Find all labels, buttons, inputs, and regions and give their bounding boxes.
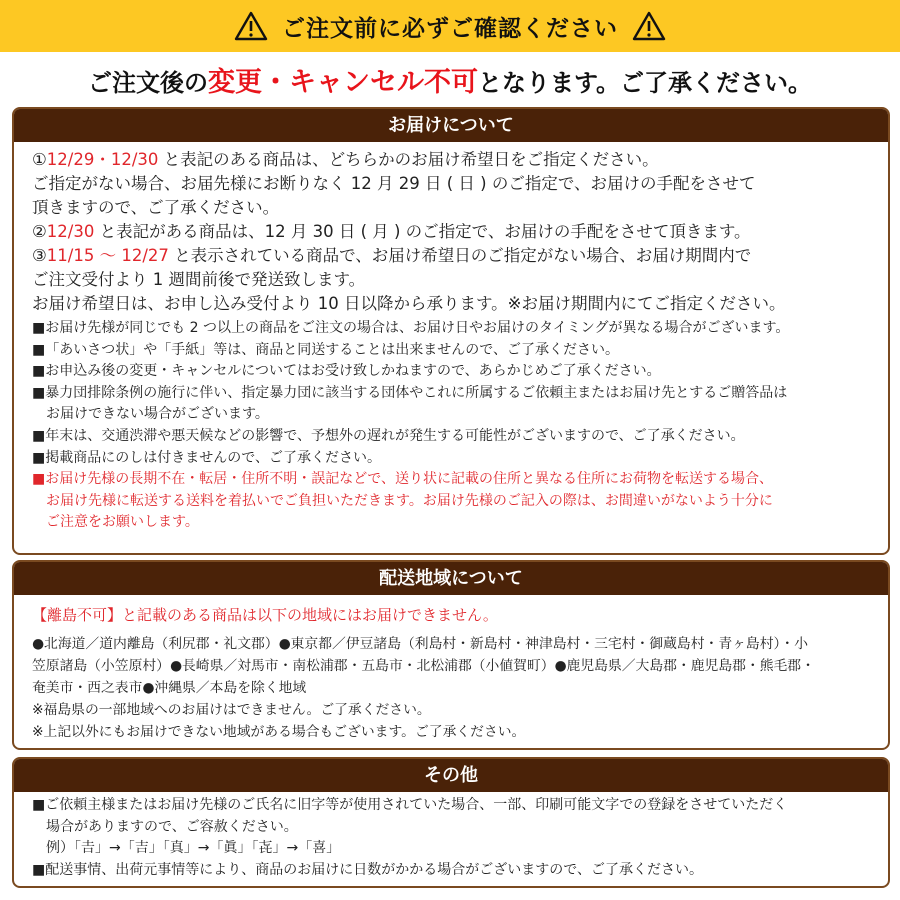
number-mark: ③: [32, 246, 47, 265]
forwarding-warning: お届け先様に転送する送料を着払いでご負担いただきます。お届け先様のご記入の際は、お間違いがないよう十分に: [46, 492, 773, 509]
delivery-line: [32, 220, 870, 244]
no-cancel-notice: [0, 60, 900, 99]
notice-emphasis: 変更・キャンセル不可: [207, 67, 478, 98]
delivery-bullets: [32, 318, 870, 534]
number-mark: ②: [32, 222, 47, 241]
other-section: [12, 757, 890, 888]
delivery-line: [32, 244, 870, 268]
line-text: と表記がある商品は、12 月 30 日 ( 月 ) のご指定で、お届けの手配をさせて頂きます。: [94, 222, 751, 241]
section-title: 配送地域について: [14, 562, 888, 595]
date-highlight: 12/30: [46, 222, 95, 241]
other-item: ■配送事情、出荷元事情等により、商品のお届けに日数がかかる場合がございますので、ご了承ください。: [32, 861, 703, 878]
section-title: その他: [14, 759, 888, 792]
bullet-item: ■お届け先様が同じでも 2 つ以上の商品をご注文の場合は、お届け日やお届けのタイミングが異なる場合がございます。: [32, 320, 790, 336]
delivery-line: [32, 196, 870, 220]
bullet-item: ■「あいさつ状」や「手紙」等は、商品と同送することは出来ませんので、ご了承ください。: [32, 341, 619, 358]
forwarding-warning: ■お届け先様の長期不在・転居・住所不明・誤記などで、送り状に記載の住所と異なる住所にお荷物を転送する場合、: [32, 471, 773, 488]
notice-after: となります。ご了承ください。: [477, 69, 813, 97]
line-text: ご注文受付より 1 週間前後で発送致します。: [32, 270, 366, 289]
bullet-item: お届けできない場合がございます。: [46, 406, 269, 423]
section-title: お届けについて: [14, 109, 888, 142]
notice-before: ご注文後の: [87, 69, 208, 97]
line-text: ご指定がない場合、お届先様にお断りなく 12 月 29 日 ( 日 ) のご指定で、お届けの手配をさせて: [32, 174, 756, 193]
bullet-item: ■お申込み後の変更・キャンセルについてはお受け致しかねますので、あらかじめご了承ください。: [32, 363, 661, 380]
line-text: と表示されている商品で、お届け希望日のご指定がない場合、お届け期間内で: [168, 246, 752, 265]
other-item: 例）「𠮷」→「吉」「真」→「眞」「㐂」→「喜」: [46, 840, 341, 857]
delivery-line: [32, 292, 870, 316]
warning-icon: [632, 11, 666, 41]
line-text: 頂きますので、ご了承ください。: [32, 198, 280, 217]
area-body: [14, 595, 888, 749]
other-body: [14, 792, 888, 887]
area-line: ※上記以外にもお届けできない地域がある場合もございます。ご了承ください。: [32, 724, 526, 740]
area-line: ●北海道／道内離島（利尻郡・礼文郡）●東京都／伊豆諸島（利島村・新島村・神津島村・三宅村・御蔵島村・青ヶ島村）・小: [32, 636, 809, 652]
bullet-item: ■年末は、交通渋滞や悪天候などの影響で、予想外の遅れが発生する可能性がございますので、ご了承ください。: [32, 427, 745, 444]
bullet-item: ■暴力団排除条例の施行に伴い、指定暴力団に該当する団体やこれに所属するご依頼主またはお届け先とするご贈答品は: [32, 384, 788, 401]
banner-title: ご注文前に必ずご確認ください: [282, 15, 618, 42]
forwarding-warning: ご注意をお願いします。: [46, 514, 199, 531]
remote-island-note: 【離島不可】と記載のある商品は以下の地域にはお届けできません。: [32, 606, 498, 624]
warning-banner: [0, 0, 900, 52]
bullet-item: ■掲載商品にのしは付きませんので、ご了承ください。: [32, 449, 381, 466]
area-line: ※福島県の一部地域へのお届けはできません。ご了承ください。: [32, 702, 431, 718]
delivery-line: [32, 268, 870, 292]
line-text: お届け希望日は、お申し込み受付より 10 日以降から承ります。※お届け期間内にてご指定ください。: [32, 294, 786, 313]
other-item: ■ご依頼主様またはお届け先様のご氏名に旧字等が使用されていた場合、一部、印刷可能文字での登録をさせていただく: [32, 797, 788, 813]
delivery-section: [12, 107, 890, 555]
other-item: 場合がありますので、ご容赦ください。: [46, 818, 298, 835]
delivery-main-text: [32, 148, 870, 316]
line-text: と表記のある商品は、どちらかのお届け希望日をご指定ください。: [158, 150, 659, 169]
delivery-line: [32, 172, 870, 196]
delivery-line: [32, 148, 870, 172]
number-mark: ①: [32, 150, 47, 169]
date-highlight: 11/15 ～ 12/27: [46, 246, 169, 265]
date-highlight: 12/29・12/30: [46, 150, 159, 169]
area-line: 笠原諸島（小笠原村）●長崎県／対馬市・南松浦郡・五島市・北松浦郡（小値賀町）●鹿児島県／大島郡・鹿児島郡・熊毛郡・: [32, 658, 815, 674]
warning-icon: [234, 11, 268, 41]
area-line: 奄美市・西之表市●沖縄県／本島を除く地域: [32, 680, 307, 696]
shipping-area-section: [12, 560, 890, 750]
